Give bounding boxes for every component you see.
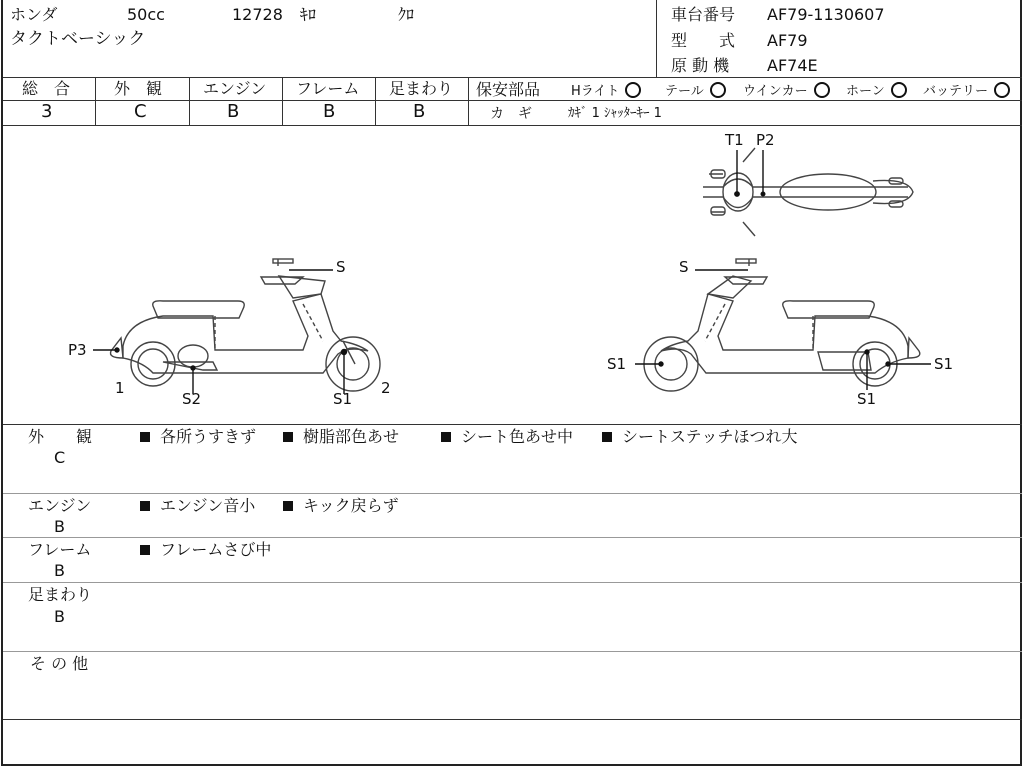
- bullet-icon: [140, 545, 150, 555]
- bullet-icon: [283, 432, 293, 442]
- remark-exterior-label: 外 観: [28, 427, 93, 446]
- displacement: 50cc: [127, 5, 165, 24]
- bullet-icon: [140, 501, 150, 511]
- grade-exterior-label: 外 観: [114, 79, 163, 98]
- grade-suspension-value: B: [413, 101, 426, 122]
- grade-exterior-value: C: [134, 101, 147, 122]
- label-left-s: S: [336, 258, 346, 276]
- header-bottom-line: [3, 77, 1022, 78]
- label-top-t1: T1: [725, 131, 744, 149]
- ok-mark-icon: [891, 82, 907, 98]
- ok-mark-icon: [625, 82, 641, 98]
- grade-overall-label: 総 合: [22, 79, 71, 98]
- safety-item-headlight: Hライト: [571, 82, 641, 101]
- bullet-icon: [602, 432, 612, 442]
- label-left-s2: S2: [182, 390, 202, 408]
- maker: ホンダ: [10, 5, 58, 24]
- remark-exterior-grade: C: [54, 448, 66, 467]
- remark-engine-grade: B: [54, 517, 65, 536]
- scooter-diagram: [3, 126, 1024, 424]
- grade-suspension-label: 足まわり: [389, 79, 454, 98]
- remark-exterior-note: シート色あせ中: [441, 428, 573, 446]
- ok-mark-icon: [814, 82, 830, 98]
- bullet-icon: [140, 432, 150, 442]
- remark-suspension-label: 足まわり: [28, 585, 93, 604]
- grade-frame-label: フレーム: [296, 79, 360, 98]
- label-left-2: 2: [381, 379, 391, 397]
- grade-engine-label: エンジン: [203, 79, 267, 98]
- remark-engine-label: エンジン: [28, 496, 92, 515]
- engine-value: AF74E: [767, 56, 818, 75]
- grade-overall-value: 3: [41, 101, 53, 122]
- label-top-p2: P2: [756, 131, 775, 149]
- bullet-icon: [441, 432, 451, 442]
- safety-item-battery: バッテリー: [923, 82, 1010, 101]
- remark-engine-note: キック戻らず: [283, 497, 399, 515]
- remark-frame-note: フレームさび中: [140, 541, 271, 559]
- frame-no-label: 車台番号: [671, 5, 736, 24]
- type-value: AF79: [767, 31, 808, 50]
- label-right-s1-front: S1: [607, 355, 627, 373]
- safety-item-winker: ウインカー: [743, 82, 830, 101]
- inspection-sheet: [1, 0, 1022, 766]
- remark-exterior-note: 各所うすきず: [140, 428, 256, 446]
- key-label: カ ギ: [490, 106, 532, 122]
- scooter-left-view: [111, 259, 381, 391]
- type-label: 型 式: [671, 31, 736, 50]
- grade-engine-value: B: [227, 101, 240, 122]
- model-name: タクトベーシック: [10, 29, 146, 49]
- safety-title: 保安部品: [476, 80, 541, 99]
- mileage-unit: ｷﾛ: [300, 5, 317, 24]
- grade-frame-value: B: [323, 101, 336, 122]
- remark-frame-label: フレーム: [28, 540, 92, 559]
- remark-exterior-note: シートステッチほつれ大: [602, 428, 798, 446]
- remark-frame-grade: B: [54, 561, 65, 580]
- remark-exterior-note: 樹脂部色あせ: [283, 428, 399, 446]
- header-divider: [656, 0, 657, 78]
- label-right-s1-rear: S1: [934, 355, 954, 373]
- remark-engine-note: エンジン音小: [140, 497, 255, 515]
- label-left-p3: P3: [68, 341, 87, 359]
- color: ｸﾛ: [398, 5, 415, 24]
- label-left-s1: S1: [333, 390, 353, 408]
- label-right-s: S: [679, 258, 689, 276]
- key-value: ｶｷﾞ 1 ｼｬｯﾀｰｷｰ 1: [568, 106, 662, 121]
- safety-item-tail: テール: [665, 82, 726, 101]
- bullet-icon: [283, 501, 293, 511]
- scooter-right-view: [644, 259, 920, 391]
- label-right-s1-bottom: S1: [857, 390, 877, 408]
- engine-label: 原 動 機: [671, 56, 730, 75]
- ok-mark-icon: [994, 82, 1010, 98]
- safety-item-horn: ホーン: [846, 82, 907, 101]
- ok-mark-icon: [710, 82, 726, 98]
- scooter-top-view: [703, 148, 913, 236]
- mileage: 12728: [232, 5, 283, 24]
- frame-no-value: AF79-1130607: [767, 5, 885, 24]
- remark-suspension-grade: B: [54, 607, 65, 626]
- label-left-1: 1: [115, 379, 125, 397]
- remark-other-label: そ の 他: [30, 654, 89, 673]
